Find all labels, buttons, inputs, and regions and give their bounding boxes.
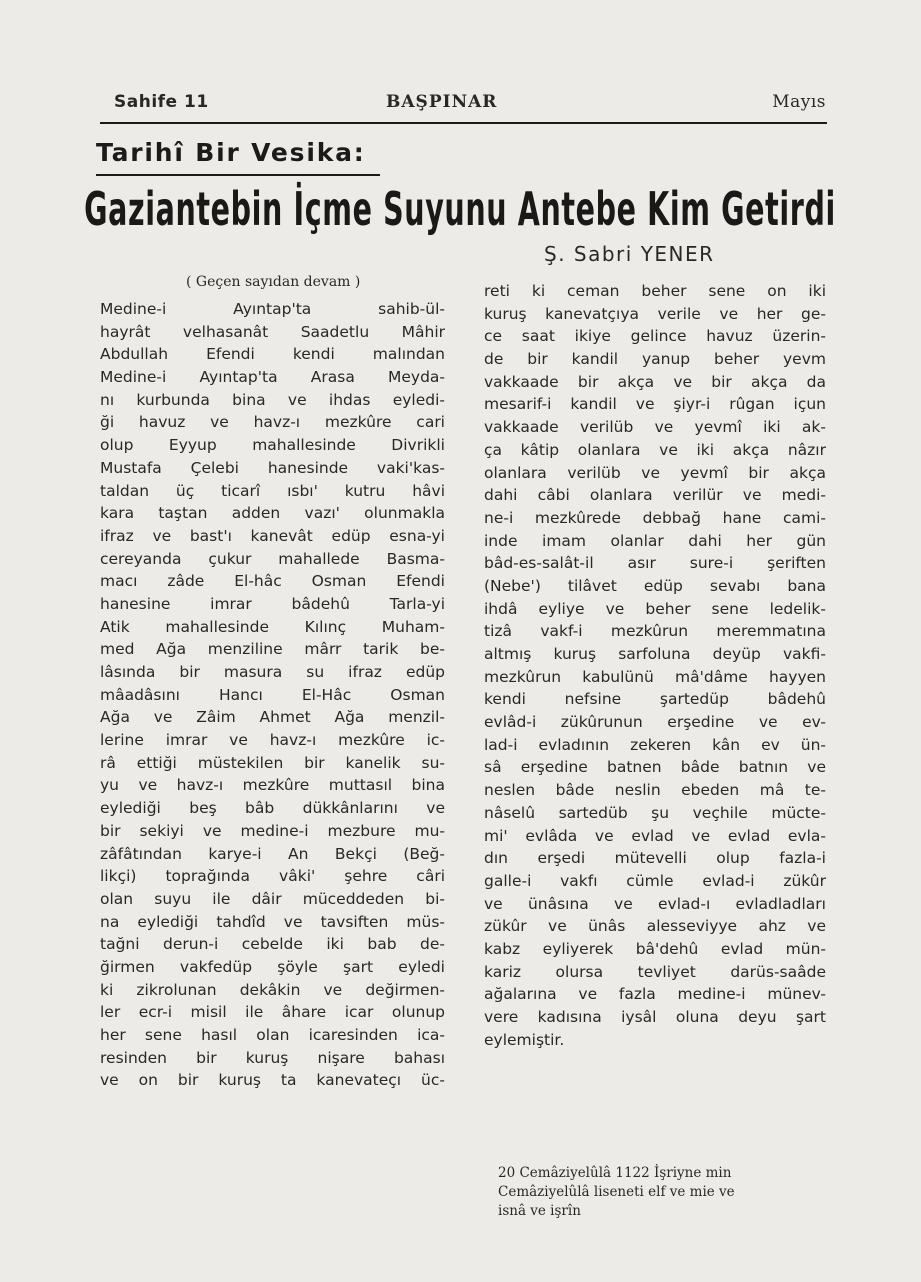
text-line: vakkaade verilüb ve yevmî iki ak-	[484, 418, 826, 437]
text-line: macı zâde El-hâc Osman Efendi	[100, 572, 445, 591]
text-line: nâselû sartedüb şu veçhile mücte-	[484, 803, 826, 822]
text-line: sâ erşedine batnen bâde batnın ve	[484, 758, 826, 777]
text-line: lâsında bir masura su ifraz edüp	[100, 663, 445, 681]
article-headline: Gaziantebin İçme Suyunu Antebe Kim Getirdi	[84, 182, 836, 236]
text-line: zükûr ve ünâs alesseviyye ahz ve	[484, 917, 826, 936]
text-line: Atik mahallesinde Kılınç Muham-	[100, 617, 445, 636]
text-line: eylediği beş bâb dükkânlarını ve	[100, 799, 445, 818]
footnote-line: Cemâziyelûlâ liseneti elf ve mie ve	[498, 1184, 735, 1200]
text-line: ne-i mezkûrede debbağ hane cami-	[484, 508, 826, 527]
text-line: ler ecr-i misil ile âhare icar olunup	[100, 1003, 445, 1022]
text-line: tağni derun-i cebelde iki bab de-	[100, 935, 445, 954]
text-line: ağalarına ve fazla medine-i münev-	[484, 985, 826, 1004]
issue-month: Mayıs	[772, 92, 826, 112]
text-line: ğirmen vakfedüp şöyle şart eyledi	[100, 957, 445, 976]
text-line: dın erşedi mütevelli olup fazla-i	[484, 849, 826, 868]
footnote-line: 20 Cemâziyelûlâ 1122 İşriyne min	[498, 1165, 732, 1181]
text-line: râ ettiği müstekilen bir kanelik su-	[100, 753, 445, 772]
text-line: ve ünâsına ve evlad-ı evladladları	[484, 894, 826, 913]
page-number: Sahife 11	[114, 92, 209, 112]
running-head	[114, 92, 826, 122]
text-line: altmış kuruş sarfoluna deyüp vakfi-	[484, 645, 826, 663]
text-line: galle-i vakfı cümle evlad-i zükûr	[484, 871, 826, 890]
text-line: nı kurbunda bina ve ihdas eyledi-	[100, 390, 445, 409]
text-line: taldan üç ticarî ısbı' kutru hâvi	[100, 481, 445, 500]
left-column	[100, 298, 445, 1092]
text-line: mâadâsını Hancı El-Hâc Osman	[100, 685, 445, 704]
text-line: kendi nefsine şartedüp bâdehû	[484, 690, 826, 709]
continued-note: ( Geçen sayıdan devam )	[186, 274, 361, 290]
text-line: ihdâ eyliye ve beher sene ledelik-	[484, 599, 826, 618]
text-line: Ağa ve Zâim Ahmet Ağa menzil-	[100, 708, 445, 727]
publication-name: BAŞPINAR	[386, 92, 498, 112]
date-footnote	[498, 1164, 828, 1221]
text-line: na eylediği tahdîd ve tavsiften müs-	[100, 912, 445, 931]
text-line: likçi) toprağında vâki' şehre câri	[100, 867, 445, 886]
text-line: cereyanda çukur mahallede Basma-	[100, 549, 445, 568]
text-line: vere kadısına iysâl oluna deyu şart	[484, 1008, 826, 1026]
text-line: olan suyu ile dâir müceddeden bi-	[100, 889, 445, 908]
text-line: reti ki ceman beher sene on iki	[484, 282, 826, 300]
text-line: vakkaade bir akça ve bir akça da	[484, 372, 826, 391]
text-line: her sene hasıl olan icaresinden ica-	[100, 1026, 445, 1044]
text-line: lerine imrar ve havz-ı mezkûre ic-	[100, 731, 445, 750]
text-line: bir sekiyi ve medine-i mezbure mu-	[100, 821, 445, 840]
text-line: hanesine imrar bâdehû Tarla-yi	[100, 594, 445, 613]
text-line: yu ve havz-ı mezkûre muttasıl bina	[100, 776, 445, 795]
text-line: mesarif-i kandil ve şiyr-i rûgan içun	[484, 395, 826, 414]
right-column	[484, 280, 826, 1051]
text-line: mezkûrun kabulünü mâ'dâme hayyen	[484, 667, 826, 686]
text-line: Medine-i Ayıntap'ta sahib-ül-	[100, 300, 445, 318]
text-line: kariz olursa tevliyet darüs-saâde	[484, 962, 826, 981]
section-title: Tarihî Bir Vesika:	[96, 138, 366, 167]
text-line: ce saat ikiye gelince havuz üzerin-	[484, 327, 826, 346]
text-line: inde imam olanlar dahi her gün	[484, 531, 826, 550]
text-line: ği havuz ve havz-ı mezkûre cari	[100, 413, 445, 432]
text-line: ki zikrolunan dekâkin ve değirmen-	[100, 980, 445, 999]
text-line: Mustafa Çelebi hanesinde vaki'kas-	[100, 458, 445, 477]
text-line: kuruş kanevatçıya verile ve her ge-	[484, 304, 826, 323]
section-underline	[96, 174, 380, 176]
text-line: olup Eyyup mahallesinde Divrikli	[100, 436, 445, 455]
text-line: olanlara verilüb ve yevmî bir akça	[484, 463, 826, 482]
text-line: dahi câbi olanlara verilür ve medi-	[484, 486, 826, 505]
text-line: lad-i evladının zekeren kân ev ün-	[484, 735, 826, 754]
text-line: neslen bâde neslin ebeden mâ te-	[484, 781, 826, 800]
text-line: Medine-i Ayıntap'ta Arasa Meyda-	[100, 368, 445, 387]
text-line: zâfâtından karye-i An Bekçi (Beğ-	[100, 844, 445, 863]
text-line: tizâ vakf-i mezkûrun meremmatına	[484, 622, 826, 641]
text-line: ifraz ve bast'ı kanevât edüp esna-yi	[100, 526, 445, 545]
text-line: evlâd-i zükûrunun erşedine ve ev-	[484, 713, 826, 732]
text-line: med Ağa menziline mârr tarik be-	[100, 640, 445, 659]
text-line: de bir kandil yanup beher yevm	[484, 350, 826, 369]
text-line: hayrât velhasanât Saadetlu Mâhir	[100, 322, 445, 341]
text-line: eylemiştir.	[484, 1030, 565, 1049]
text-line: ça kâtip olanlara ve iki akça nâzır	[484, 440, 826, 459]
text-line: resinden bir kuruş nişare bahası	[100, 1048, 445, 1067]
header-rule	[100, 122, 827, 124]
text-line: ve on bir kuruş ta kanevateçı üc-	[100, 1071, 445, 1090]
footnote-line: isnâ ve işrîn	[498, 1203, 581, 1219]
text-line: kara taştan adden vazı' olunmakla	[100, 504, 445, 523]
article-author: Ş. Sabri YENER	[544, 242, 715, 266]
text-line: (Nebe') tilâvet edüp sevabı bana	[484, 576, 826, 595]
text-line: bâd-es-salât-il asır sure-i şeriften	[484, 554, 826, 573]
text-line: Abdullah Efendi kendi malından	[100, 345, 445, 364]
text-line: mi' evlâda ve evlad ve evlad evla-	[484, 826, 826, 845]
text-line: kabz eyliyerek bâ'dehû evlad mün-	[484, 939, 826, 958]
